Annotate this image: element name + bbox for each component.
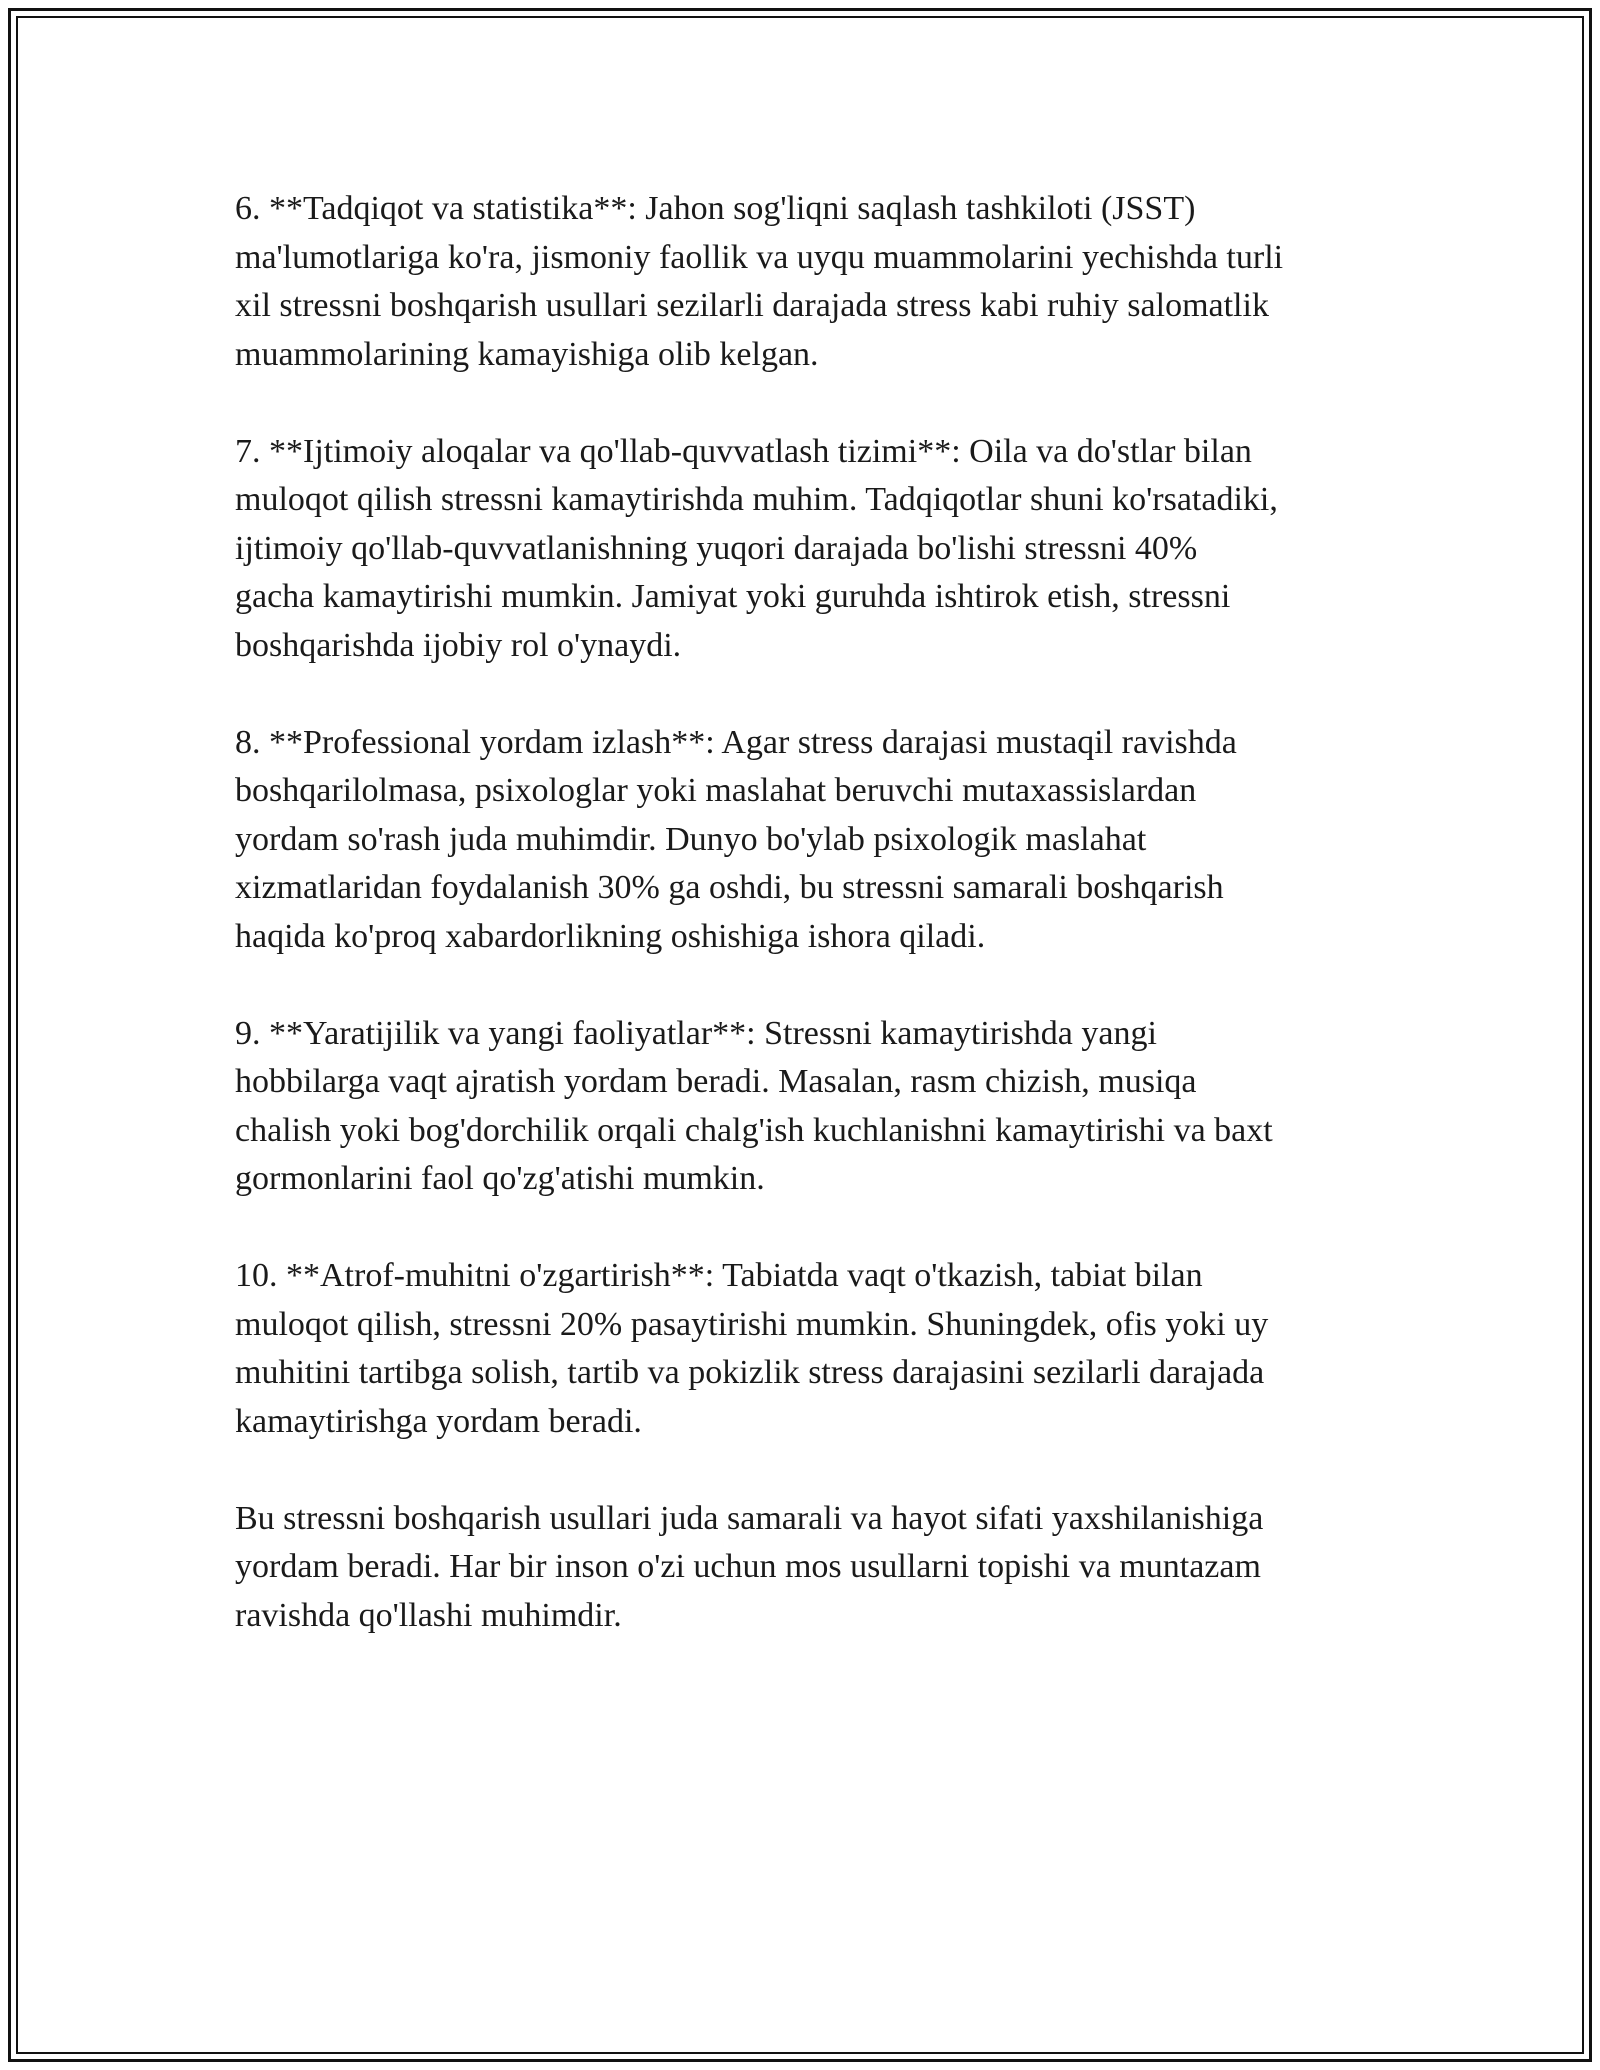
paragraph-professional-help	[235, 719, 1375, 962]
text-line: haqida ko'proq xabardorlikning oshishiga ishora qiladi.	[235, 917, 986, 955]
paragraph-conclusion	[235, 1495, 1375, 1641]
text-line: 7. **Ijtimoiy aloqalar va qo'llab-quvvatlash tizimi**: Oila va do'stlar bilan	[235, 432, 1252, 470]
text-line: xizmatlaridan foydalanish 30% ga oshdi, bu stressni samarali boshqarish	[235, 869, 1224, 906]
text-line: muhitini tartibga solish, tartib va pokizlik stress darajasini sezilarli darajada	[235, 1354, 1265, 1391]
text-line: 10. **Atrof-muhitni o'zgartirish**: Tabiatda vaqt o'tkazish, tabiat bilan	[235, 1257, 1203, 1294]
text-line: 6. **Tadqiqot va statistika**: Jahon sog'liqni saqlash tashkiloti (JSST)	[235, 190, 1196, 227]
text-line: yordam beradi. Har bir inson o'zi uchun mos usullarni topishi va muntazam	[235, 1548, 1261, 1585]
text-line: boshqarishda ijobiy rol o'ynaydi.	[235, 626, 682, 664]
text-line: ijtimoiy qo'llab-quvvatlanishning yuqori darajada bo'lishi stressni 40%	[235, 529, 1198, 567]
text-line: kamaytirishga yordam beradi.	[235, 1402, 642, 1440]
text-line: 9. **Yaratijilik va yangi faoliyatlar**: Stressni kamaytirishda yangi	[235, 1014, 1157, 1052]
document-body	[235, 185, 1375, 1689]
paragraph-creativity	[235, 1010, 1375, 1204]
text-line: 8. **Professional yordam izlash**: Agar stress darajasi mustaqil ravishda	[235, 723, 1237, 761]
text-line: ma'lumotlariga ko'ra, jismoniy faollik va uyqu muammolarini yechishda turli	[235, 238, 1284, 276]
text-line: Bu stressni boshqarish usullari juda samarali va hayot sifati yaxshilanishiga	[235, 1499, 1264, 1537]
text-line: muammolarining kamayishiga olib kelgan.	[235, 335, 819, 373]
text-line: yordam so'rash juda muhimdir. Dunyo bo'ylab psixologik maslahat	[235, 820, 1147, 858]
paragraph-research-statistics	[235, 185, 1375, 379]
text-line: xil stressni boshqarish usullari sezilarli darajada stress kabi ruhiy salomatlik	[235, 287, 1269, 324]
text-line: hobbilarga vaqt ajratish yordam beradi. Masalan, rasm chizish, musiqa	[235, 1063, 1197, 1100]
paragraph-environment	[235, 1252, 1375, 1446]
text-line: boshqarilolmasa, psixologlar yoki maslahat beruvchi mutaxassislardan	[235, 772, 1197, 809]
text-line: gacha kamaytirishi mumkin. Jamiyat yoki guruhda ishtirok etish, stressni	[235, 578, 1231, 615]
text-line: muloqot qilish stressni kamaytirishda muhim. Tadqiqotlar shuni ko'rsatadiki,	[235, 481, 1278, 518]
text-line: chalish yoki bog'dorchilik orqali chalg'ish kuchlanishni kamaytirishi va baxt	[235, 1111, 1273, 1149]
text-line: muloqot qilish, stressni 20% pasaytirishi mumkin. Shuningdek, ofis yoki uy	[235, 1305, 1269, 1343]
paragraph-social-support	[235, 428, 1375, 671]
text-line: ravishda qo'llashi muhimdir.	[235, 1596, 622, 1634]
text-line: gormonlarini faol qo'zg'atishi mumkin.	[235, 1160, 765, 1197]
